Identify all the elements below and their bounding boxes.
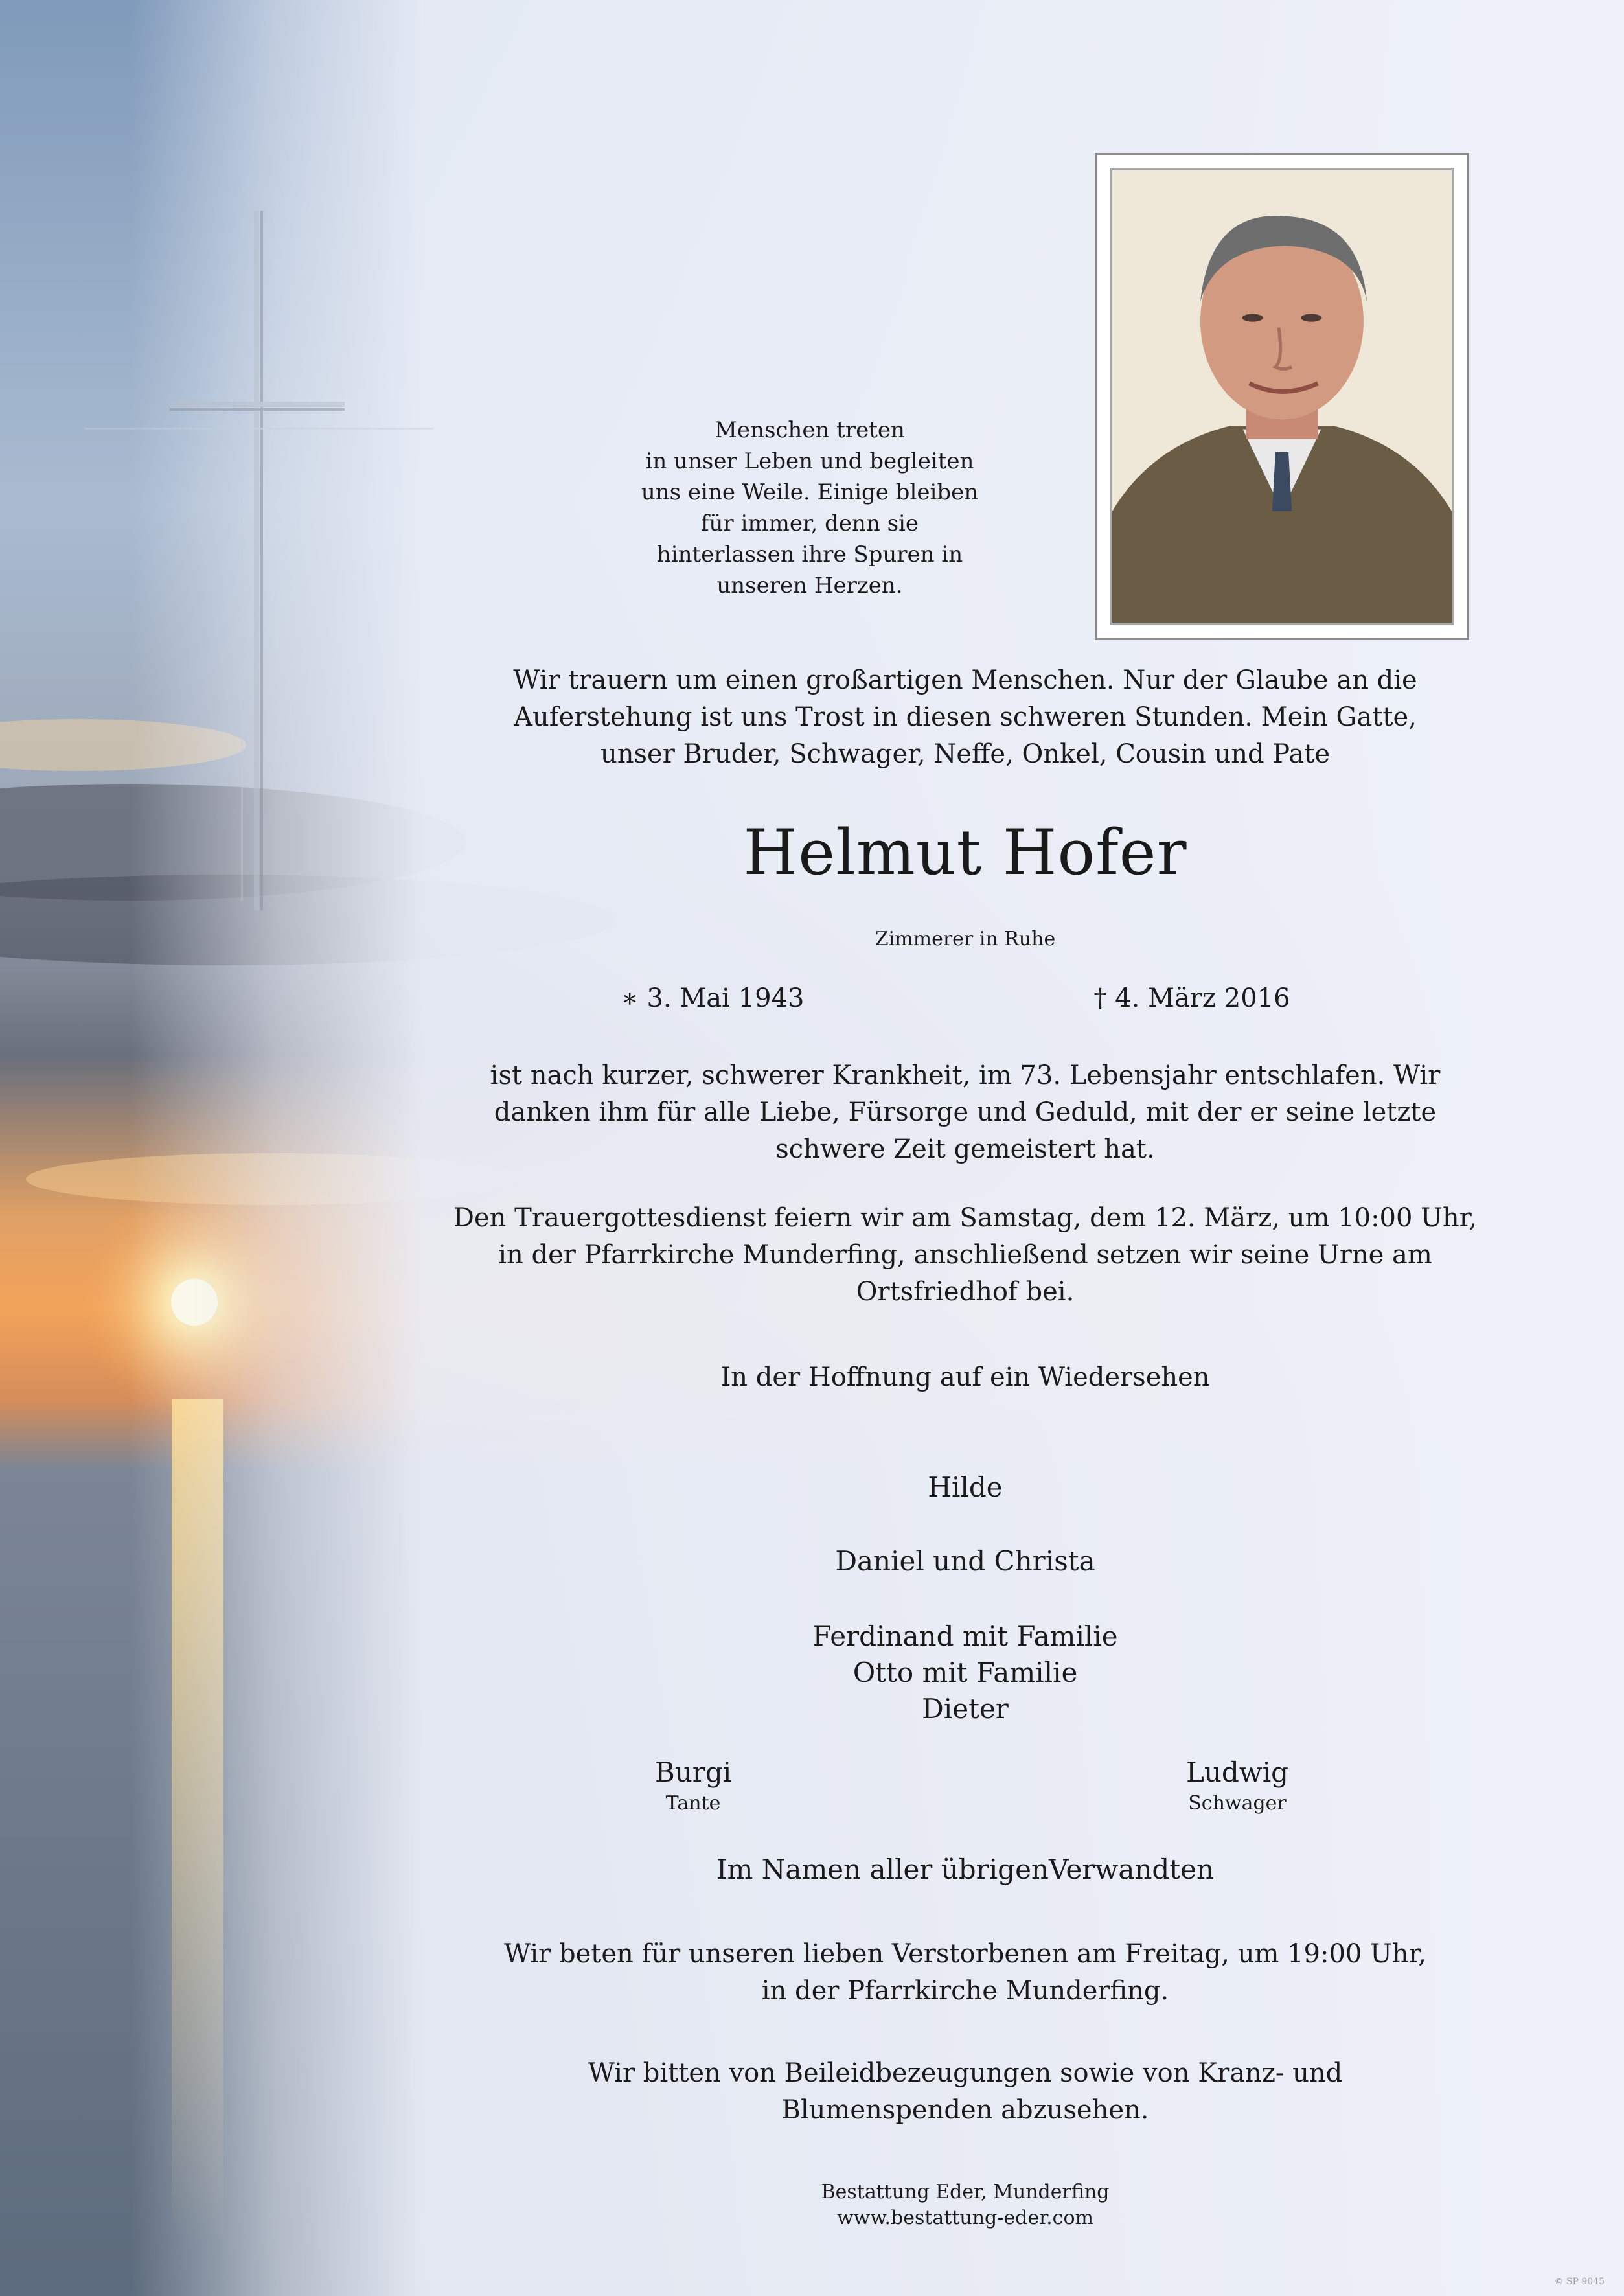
mourner-aunt-name: Burgi	[654, 1756, 732, 1788]
deceased-name: Helmut Hofer	[743, 816, 1187, 889]
prayer-text: Wir beten für unseren lieben Verstorbenen am Freitag, um 19:00 Uhr, in der Pfarrkirche Munderfing.	[503, 1939, 1427, 2006]
intro-text: Wir trauern um einen großartigen Menschen. Nur der Glaube an die Auferstehung ist uns Trost in diesen schweren Stunden. Mein Gatte, unser Bruder, Schwager, Neffe, Onkel, Cousin und Pate	[513, 665, 1417, 769]
death-date: † 4. März 2016	[1093, 983, 1290, 1013]
portrait-photo	[1110, 168, 1454, 625]
deceased-profession: Zimmerer in Ruhe	[875, 928, 1056, 950]
portrait-illustration	[1112, 170, 1452, 623]
mourner-brother-in-law-name: Ludwig	[1185, 1756, 1289, 1788]
mourner-aunt-relation: Tante	[665, 1792, 721, 1815]
mourner-spouse: Hilde	[928, 1471, 1003, 1503]
funeral-home-name: Bestattung Eder, Munderfing	[821, 2181, 1110, 2203]
memorial-quote: Menschen treten in unser Leben und begleiten uns eine Weile. Einige bleiben für immer, denn sie hinterlassen ihre Spuren in unseren Herzen.	[641, 417, 979, 599]
mourner-siblings: Ferdinand mit Familie Otto mit Familie Dieter	[812, 1620, 1118, 1725]
mourner-others: Im Namen aller übrigenVerwandten	[716, 1854, 1215, 1885]
condolence-text: Wir bitten von Beileidbezeugungen sowie von Kranz- und Blumenspenden abzusehen.	[588, 2058, 1343, 2125]
funeral-home-website: www.bestattung-eder.com	[836, 2207, 1093, 2229]
corner-code: © SP 9045	[1554, 2277, 1605, 2287]
passing-text: ist nach kurzer, schwerer Krankheit, im 73. Lebensjahr entschlafen. Wir danken ihm für alle Liebe, Fürsorge und Geduld, mit der er seine letzte schwere Zeit gemeistert hat.	[490, 1061, 1441, 1164]
birth-date: ∗ 3. Mai 1943	[621, 983, 805, 1013]
mourner-brother-in-law-relation: Schwager	[1188, 1792, 1287, 1815]
hope-text: In der Hoffnung auf ein Wiedersehen	[720, 1362, 1210, 1392]
mourner-children: Daniel und Christa	[835, 1545, 1095, 1577]
portrait-frame	[1095, 153, 1469, 640]
service-text: Den Trauergottesdienst feiern wir am Samstag, dem 12. März, um 10:00 Uhr, in der Pfarrkirche Munderfing, anschließend setzen wir seine Urne am Ortsfriedhof bei.	[453, 1203, 1478, 1307]
